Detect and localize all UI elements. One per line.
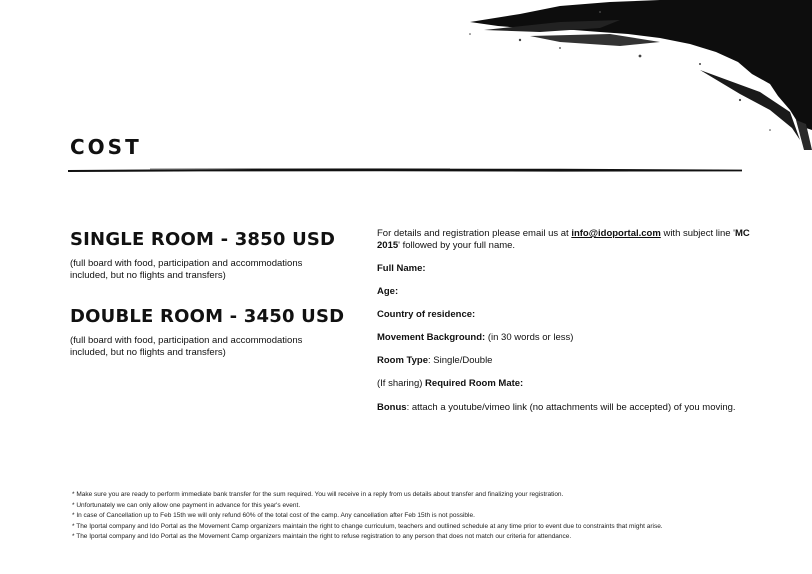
ink-drip xyxy=(796,120,812,150)
footnote: * The Iportal company and Ido Portal as the Movement Camp organizers maintain the right to change curriculum, teachers and outlined schedule at any time prior to event due to constraints that might arise. xyxy=(72,522,663,530)
field-suffix: : attach a youtube/vimeo link (no attachments will be accepted) of you moving. xyxy=(406,402,736,413)
single-room-note: (full board with food, participation and accommodations included, but no flights and transfers) xyxy=(70,258,303,281)
field-full-name xyxy=(377,263,426,274)
field-prefix: (If sharing) xyxy=(377,378,426,389)
ink-splash-top-right xyxy=(470,0,812,130)
divider-line-wisp xyxy=(150,168,450,169)
field-label: Full Name: xyxy=(377,263,426,274)
subject-line: MC 2015 xyxy=(377,228,750,251)
ink-streak-1 xyxy=(484,20,620,32)
field-label: Bonus xyxy=(377,402,407,413)
field-room-type xyxy=(377,355,492,366)
intro-text-start: For details and registration please email us at xyxy=(377,228,572,239)
double-room-block xyxy=(70,306,350,359)
footnotes xyxy=(72,490,772,543)
field-suffix: (in 30 words or less) xyxy=(485,332,574,343)
footnote: * The Iportal company and Ido Portal as the Movement Camp organizers maintain the right to refuse registration to any person that does not match our criteria for attendance. xyxy=(72,533,572,540)
double-room-title: DOUBLE ROOM - 3450 USD xyxy=(70,306,345,327)
footnote: * In case of Cancellation up to Feb 15th we will only refund 60% of the total cost of the camp. Any cancellation after Feb 15th is not possible. xyxy=(72,512,475,519)
field-bonus xyxy=(377,402,736,413)
ink-specks xyxy=(469,11,771,131)
ink-streak-3 xyxy=(700,70,800,140)
footnote: * Make sure you are ready to perform immediate bank transfer for the sum required. You will receive in a reply from us details about transfer and finalizing your registration. xyxy=(72,491,564,498)
field-label: Room Type xyxy=(377,355,429,366)
field-country xyxy=(377,309,475,320)
field-label: Movement Background: xyxy=(377,332,486,343)
intro-text-end: ' followed by your full name. xyxy=(398,240,516,251)
field-label: Required Room Mate: xyxy=(425,378,524,389)
registration-intro xyxy=(377,228,757,252)
field-age xyxy=(377,286,398,297)
field-label: Country of residence: xyxy=(377,309,476,320)
ink-streak-2 xyxy=(530,34,660,46)
single-room-block xyxy=(70,229,350,282)
heading-divider-line xyxy=(68,169,742,172)
section-title: COST xyxy=(70,135,142,159)
single-room-title: SINGLE ROOM - 3850 USD xyxy=(70,229,336,250)
double-room-note: (full board with food, participation and accommodations included, but no flights and transfers) xyxy=(70,335,303,358)
field-suffix: : Single/Double xyxy=(428,355,493,366)
footnote: * Unfortunately we can only allow one payment in advance for this year's event. xyxy=(72,501,301,509)
field-label: Age: xyxy=(377,286,399,297)
registration-panel xyxy=(377,228,757,413)
field-room-mate xyxy=(377,378,523,389)
intro-text-middle: with subject line ' xyxy=(660,228,735,239)
email-link[interactable]: info@idoportal.com xyxy=(571,228,661,239)
field-movement-background xyxy=(377,332,573,343)
